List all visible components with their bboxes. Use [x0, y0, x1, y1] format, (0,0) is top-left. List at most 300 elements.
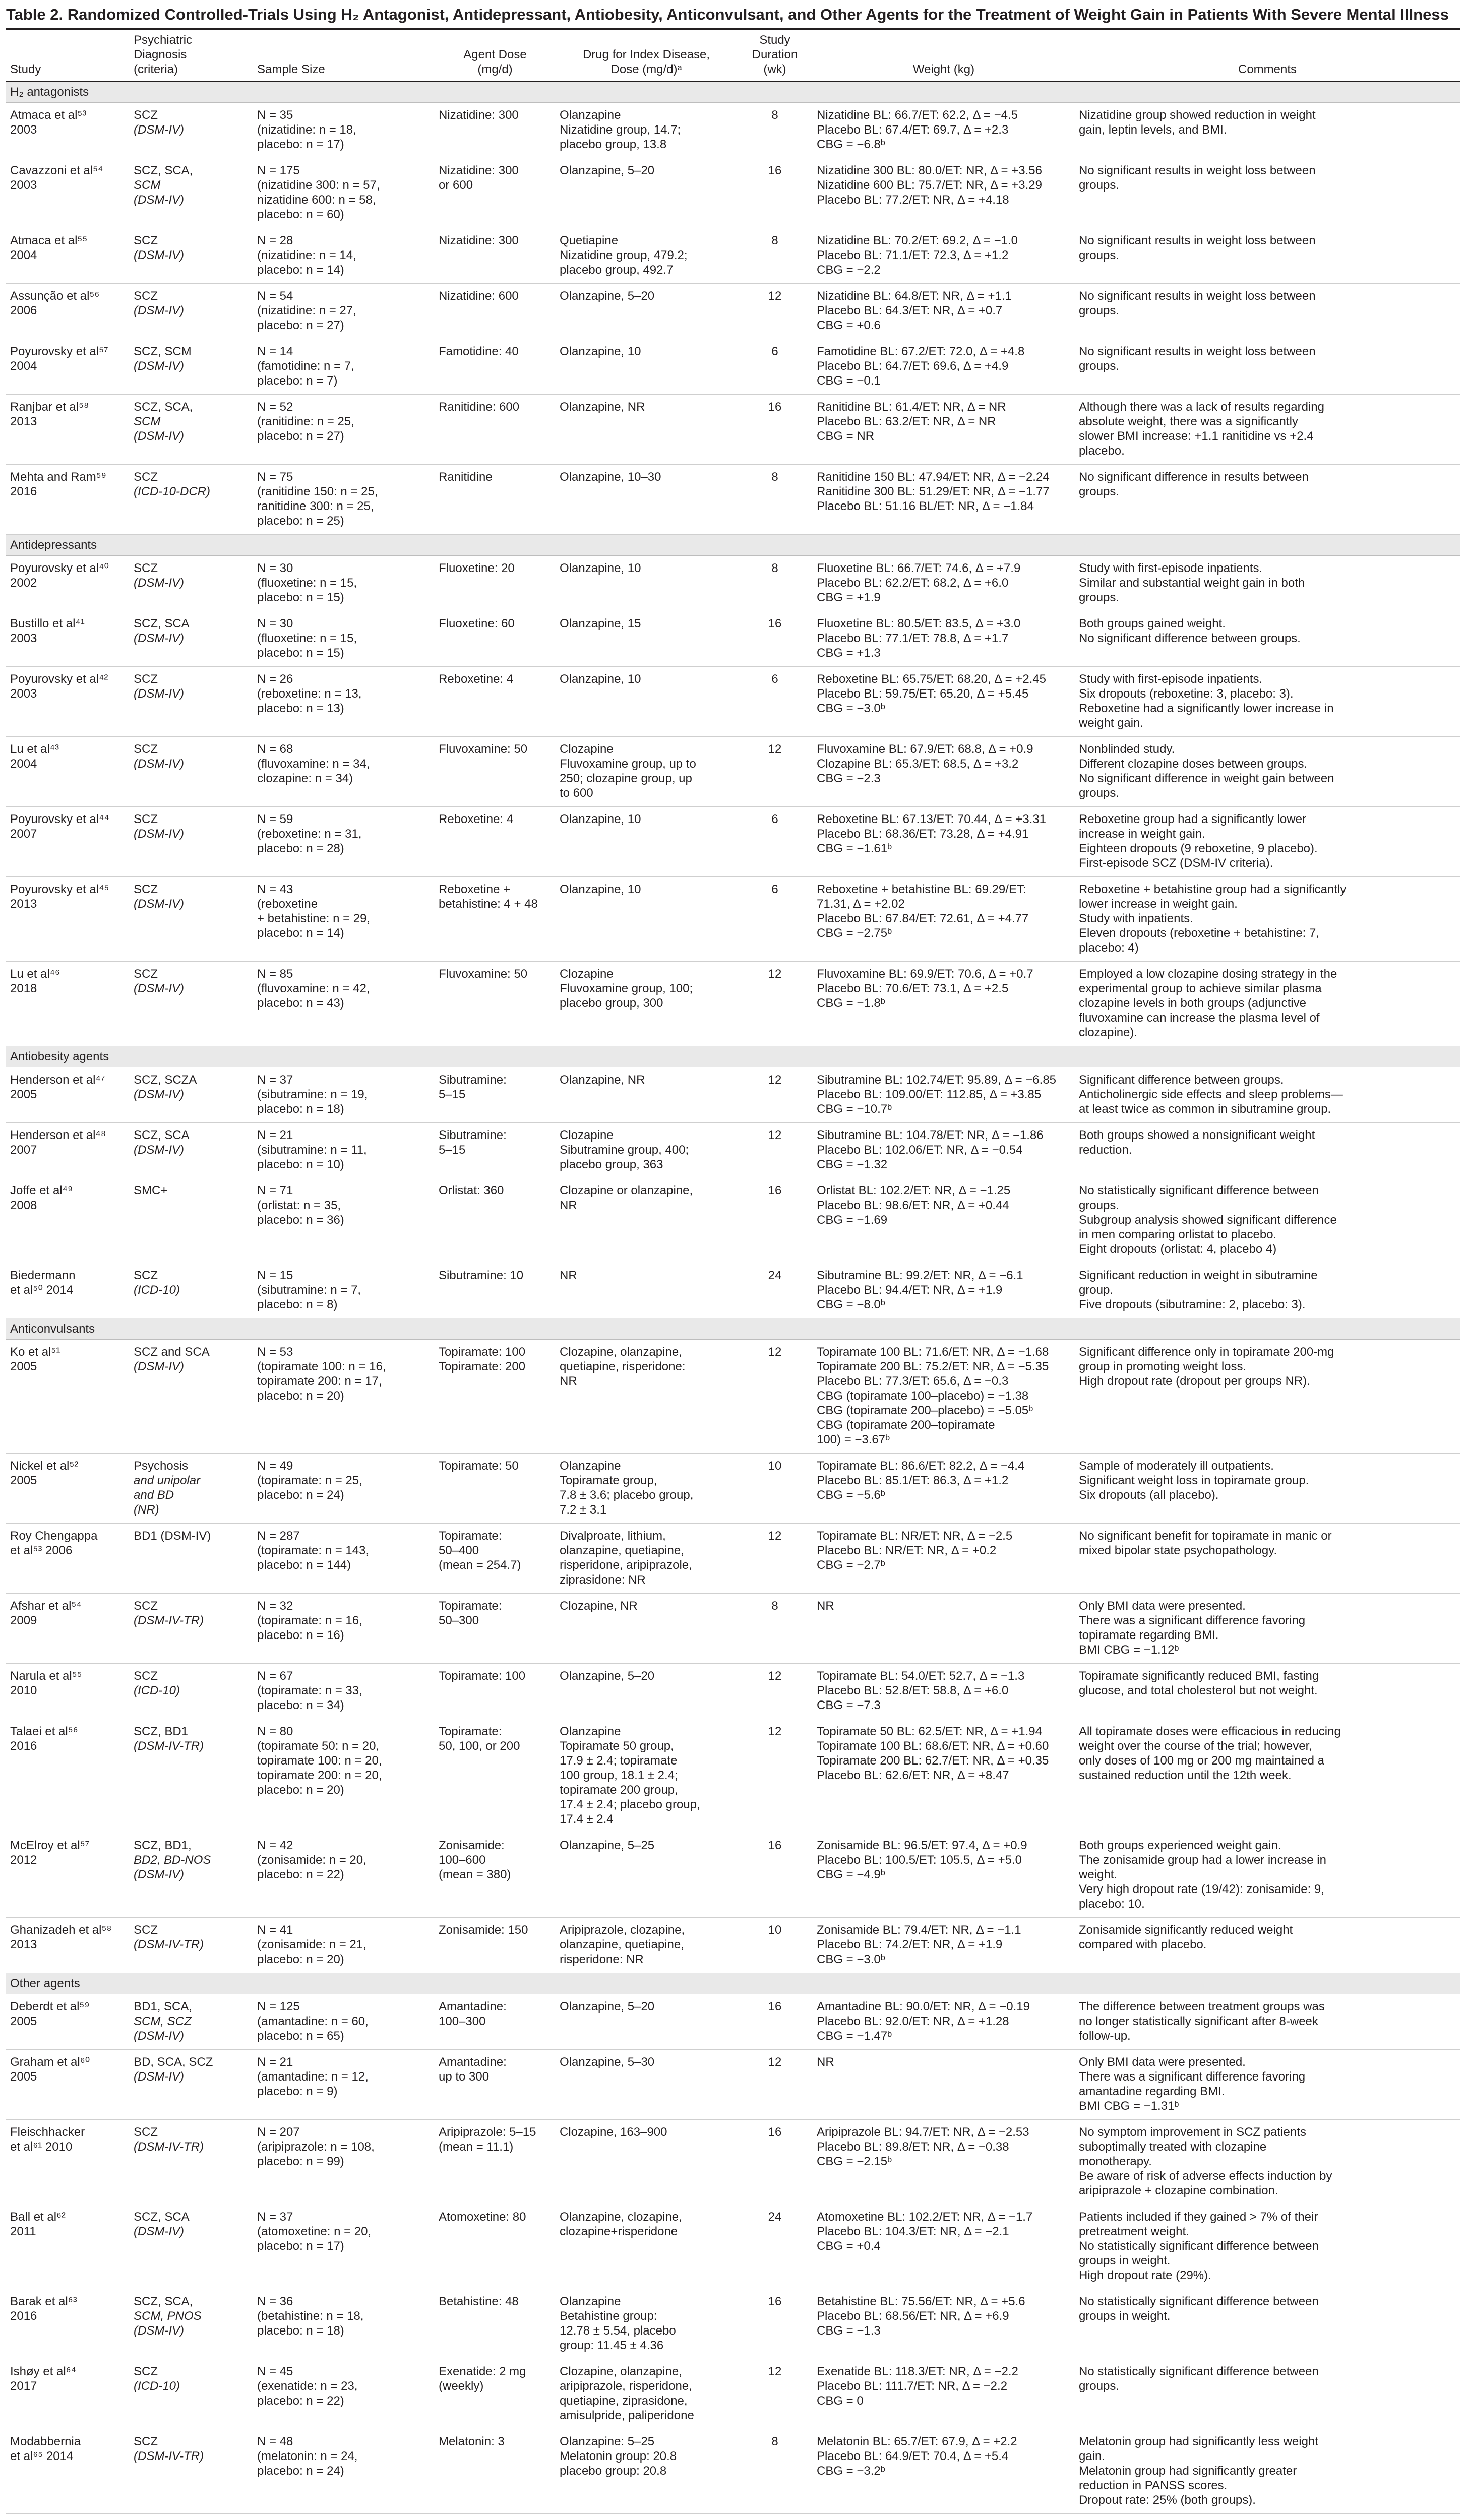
study-cell [6, 1719, 130, 1833]
header-sample-size: Sample Size [253, 30, 435, 81]
agent-dose-cell-line: Sibutramine: 10 [439, 1269, 524, 1282]
index-drug-cell [556, 2050, 737, 2120]
weight-cell-line: Nizatidine BL: 66.7/ET: 62.2, Δ = −4.5 [817, 108, 1018, 122]
study-cell [6, 1524, 130, 1594]
diagnosis-cell-line: (DSM-IV) [134, 2029, 184, 2043]
table-row [6, 395, 1460, 465]
trials-table [6, 30, 1460, 2520]
sample-size-cell-line: (fluoxetine: n = 15, [257, 576, 357, 590]
weight-cell-line: CBG = −4.9ᵇ [817, 1868, 885, 1881]
diagnosis-cell [130, 1918, 253, 1973]
index-drug-cell [556, 1524, 737, 1594]
agent-dose-cell-line: 50–400 [439, 1544, 479, 1557]
index-drug-cell-line: olanzapine, quetiapine, [560, 1938, 684, 1951]
weight-cell-line: Placebo BL: 67.84/ET: 72.61, Δ = +4.77 [817, 912, 1029, 925]
sample-size-cell-line: (melatonin: n = 24, [257, 2449, 358, 2463]
weight-cell-line: CBG = +1.9 [817, 591, 881, 604]
weight-cell-line: CBG = −1.61ᵇ [817, 842, 892, 855]
study-cell [6, 2050, 130, 2120]
diagnosis-cell-line: SCZ [134, 108, 158, 122]
sample-size-cell-line: placebo: n = 25) [257, 514, 344, 528]
sample-size-cell-line: placebo: n = 10) [257, 1158, 344, 1171]
comments-cell [1075, 1918, 1460, 1973]
sample-size-cell-line: N = 48 [257, 2435, 293, 2448]
study-cell-line: Poyurovsky et al⁴⁴ [10, 812, 109, 826]
index-drug-cell [556, 1664, 737, 1719]
header-agent-dose: Agent Dose (mg/d) [435, 30, 556, 81]
study-cell-line: Atmaca et al⁵⁵ [10, 234, 88, 247]
sample-size-cell-line: placebo: n = 24) [257, 2464, 344, 2478]
sample-size-cell-line: placebo: n = 60) [257, 208, 344, 221]
agent-dose-cell [435, 1524, 556, 1594]
sample-size-cell [253, 2050, 435, 2120]
weight-cell [813, 1340, 1075, 1454]
weight-cell-line: CBG = −3.0ᵇ [817, 1952, 885, 1966]
weight-cell-line: Placebo BL: 77.2/ET: NR, Δ = +4.18 [817, 193, 1009, 207]
index-drug-cell-line: aripiprazole, risperidone, [560, 2379, 692, 2393]
diagnosis-cell-line: BD2, BD-NOS [134, 1853, 211, 1867]
table-row [6, 1178, 1460, 1263]
sample-size-cell [253, 1263, 435, 1318]
agent-dose-cell [435, 228, 556, 284]
comments-cell-line: weight over the course of the trial; however, [1079, 1739, 1312, 1753]
study-cell-line: 2013 [10, 415, 37, 428]
comments-cell-line: Eleven dropouts (reboxetine + betahistine: 7, [1079, 926, 1319, 940]
diagnosis-cell [130, 158, 253, 228]
index-drug-cell-line: 17.9 ± 2.4; topiramate [560, 1754, 678, 1768]
sample-size-cell-line: N = 21 [257, 2055, 293, 2069]
comments-cell-line: No statistically significant difference between [1079, 1184, 1319, 1198]
study-cell [6, 2120, 130, 2204]
sample-size-cell-line: N = 36 [257, 2295, 293, 2308]
index-drug-cell-line: placebo group, 363 [560, 1158, 663, 1171]
weight-cell [813, 1263, 1075, 1318]
sample-size-cell-line: N = 287 [257, 1529, 300, 1543]
sample-size-cell-line: (amantadine: n = 60, [257, 2014, 369, 2028]
header-index-drug: Drug for Index Disease, Dose (mg/d)ᵃ [556, 30, 737, 81]
duration-cell: 12 [737, 2050, 813, 2120]
table-row [6, 1340, 1460, 1454]
comments-cell-line: No significant difference in weight gain between [1079, 772, 1334, 785]
comments-cell-line: No significant benefit for topiramate in manic or [1079, 1529, 1332, 1543]
comments-cell [1075, 1454, 1460, 1524]
study-cell [6, 1918, 130, 1973]
index-drug-cell-line: 250; clozapine group, up [560, 772, 692, 785]
weight-cell [813, 1664, 1075, 1719]
diagnosis-cell-line: (DSM-IV) [134, 687, 184, 701]
comments-cell-line: aripiprazole + clozapine combination. [1079, 2184, 1278, 2197]
sample-size-cell-line: N = 85 [257, 967, 293, 981]
table-row [6, 2204, 1460, 2289]
weight-cell-line: Placebo BL: 64.9/ET: 70.4, Δ = +5.4 [817, 2449, 1009, 2463]
sample-size-cell [253, 667, 435, 737]
diagnosis-cell-line: SCZ [134, 1599, 158, 1613]
sample-size-cell [253, 1918, 435, 1973]
diagnosis-cell [130, 2429, 253, 2514]
diagnosis-cell [130, 2359, 253, 2429]
study-cell [6, 807, 130, 877]
sample-size-cell-line: placebo: n = 15) [257, 591, 344, 604]
index-drug-cell-line: Fluvoxamine group, 100; [560, 982, 693, 995]
comments-cell [1075, 2514, 1460, 2520]
comments-cell-line: reduction in PANSS scores. [1079, 2479, 1228, 2492]
agent-dose-cell-line: Aripiprazole: 5–15 [439, 2125, 536, 2139]
sample-size-cell-line: N = 52 [257, 400, 293, 414]
study-cell [6, 1664, 130, 1719]
index-drug-cell-line: Quetiapine [560, 234, 619, 247]
sample-size-cell-line: (amantadine: n = 12, [257, 2070, 369, 2084]
comments-cell-line: at least twice as common in sibutramine group. [1079, 1102, 1331, 1116]
comments-cell [1075, 339, 1460, 395]
study-cell [6, 158, 130, 228]
comments-cell-line: group in promoting weight loss. [1079, 1360, 1247, 1373]
sample-size-cell-line: N = 49 [257, 1459, 293, 1473]
table-row [6, 2514, 1460, 2520]
agent-dose-cell [435, 2359, 556, 2429]
comments-cell-line: High dropout rate (29%). [1079, 2269, 1211, 2282]
comments-cell-line: Five dropouts (sibutramine: 2, placebo: 3). [1079, 1298, 1306, 1311]
comments-cell-line: Study with first-episode inpatients. [1079, 561, 1263, 575]
comments-cell-line: Only BMI data were presented. [1079, 2055, 1246, 2069]
sample-size-cell-line: ranitidine 300: n = 25, [257, 499, 374, 513]
sample-size-cell-line: N = 54 [257, 289, 293, 303]
sample-size-cell-line: (exenatide: n = 23, [257, 2379, 358, 2393]
diagnosis-cell [130, 962, 253, 1046]
study-cell [6, 1067, 130, 1123]
weight-cell-line: Placebo BL: NR/ET: NR, Δ = +0.2 [817, 1544, 997, 1557]
weight-cell-line: Fluvoxamine BL: 69.9/ET: 70.6, Δ = +0.7 [817, 967, 1033, 981]
diagnosis-cell-line: SCZ, SCZA [134, 1073, 197, 1087]
sample-size-cell-line: N = 175 [257, 164, 300, 177]
sample-size-cell-line: N = 67 [257, 1669, 293, 1683]
weight-cell-line: Placebo BL: 51.16 BL/ET: NR, Δ = −1.84 [817, 499, 1034, 513]
diagnosis-cell [130, 1178, 253, 1263]
comments-cell-line: Sample of moderately ill outpatients. [1079, 1459, 1274, 1473]
sample-size-cell [253, 807, 435, 877]
index-drug-cell-line: Olanzapine, 5–25 [560, 1839, 655, 1852]
sample-size-cell [253, 103, 435, 158]
weight-cell-line: Placebo BL: 100.5/ET: 105.5, Δ = +5.0 [817, 1853, 1022, 1867]
diagnosis-cell-line: (DSM-IV-TR) [134, 1614, 204, 1627]
diagnosis-cell-line: SCZ [134, 2365, 158, 2378]
table-row [6, 2050, 1460, 2120]
table-row [6, 228, 1460, 284]
weight-cell-line: Placebo BL: 102.06/ET: NR, Δ = −0.54 [817, 1143, 1023, 1157]
sample-size-cell-line: N = 41 [257, 1923, 293, 1937]
comments-cell-line: Patients included if they gained > 7% of their [1079, 2210, 1318, 2224]
study-cell-line: 2005 [10, 2014, 37, 2028]
index-drug-cell [556, 2289, 737, 2359]
comments-cell-line: All topiramate doses were efficacious in reducing [1079, 1725, 1341, 1738]
comments-cell-line: weight gain. [1079, 716, 1144, 730]
table-row [6, 877, 1460, 962]
table-row [6, 1067, 1460, 1123]
duration-cell: 12 [737, 1123, 813, 1178]
weight-cell-line: Topiramate BL: 86.6/ET: 82.2, Δ = −4.4 [817, 1459, 1025, 1473]
diagnosis-cell [130, 465, 253, 535]
diagnosis-cell-line: (DSM-IV-TR) [134, 2140, 204, 2154]
comments-cell [1075, 103, 1460, 158]
index-drug-cell [556, 1719, 737, 1833]
agent-dose-cell [435, 1454, 556, 1524]
index-drug-cell [556, 1833, 737, 1918]
diagnosis-cell-line: (DSM-IV) [134, 827, 184, 841]
index-drug-cell-line: Fluvoxamine group, up to [560, 757, 696, 771]
index-drug-cell-line: Olanzapine, clozapine, [560, 2210, 682, 2224]
comments-cell-line: Significant difference only in topiramate 200-mg [1079, 1345, 1334, 1359]
comments-cell-line: experimental group to achieve similar plasma [1079, 982, 1322, 995]
agent-dose-cell-line: Nizatidine: 300 [439, 164, 519, 177]
comments-cell-line: groups. [1079, 359, 1120, 373]
index-drug-cell-line: placebo group, 300 [560, 996, 663, 1010]
table-row [6, 284, 1460, 339]
agent-dose-cell-line: (mean = 254.7) [439, 1558, 521, 1572]
sample-size-cell-line: N = 53 [257, 1345, 293, 1359]
index-drug-cell-line: Clozapine [560, 967, 614, 981]
weight-cell-line: Topiramate BL: 54.0/ET: 52.7, Δ = −1.3 [817, 1669, 1025, 1683]
comments-cell-line: Significant weight loss in topiramate group. [1079, 1474, 1309, 1487]
study-cell [6, 339, 130, 395]
agent-dose-cell-line: Fluoxetine: 20 [439, 561, 515, 575]
study-cell-line: 2007 [10, 1143, 37, 1157]
weight-cell [813, 1918, 1075, 1973]
comments-cell-line: placebo. [1079, 444, 1125, 458]
weight-cell-line: Placebo BL: 52.8/ET: 58.8, Δ = +6.0 [817, 1684, 1009, 1697]
sample-size-cell [253, 1719, 435, 1833]
header-weight: Weight (kg) [813, 30, 1075, 81]
study-cell [6, 877, 130, 962]
index-drug-cell [556, 1454, 737, 1524]
sample-size-cell-line: N = 14 [257, 345, 293, 358]
agent-dose-cell-line: Fluvoxamine: 50 [439, 742, 528, 756]
table-row [6, 556, 1460, 611]
index-drug-cell [556, 103, 737, 158]
comments-cell-line: only doses of 100 mg or 200 mg maintained a [1079, 1754, 1324, 1768]
diagnosis-cell-line: (DSM-IV) [134, 632, 184, 645]
comments-cell-line: pretreatment weight. [1079, 2225, 1189, 2238]
index-drug-cell-line: NR [560, 1199, 577, 1212]
sample-size-cell [253, 1340, 435, 1454]
index-drug-cell-line: placebo group, 13.8 [560, 138, 667, 151]
comments-cell [1075, 2050, 1460, 2120]
diagnosis-cell-line: SCZ [134, 742, 158, 756]
study-cell [6, 284, 130, 339]
comments-cell [1075, 1664, 1460, 1719]
weight-cell-line: CBG = −2.15ᵇ [817, 2155, 892, 2168]
comments-cell-line: group. [1079, 1283, 1114, 1297]
sample-size-cell-line: (sibutramine: n = 7, [257, 1283, 361, 1297]
weight-cell-line: CBG = +1.3 [817, 646, 881, 660]
comments-cell-line: Similar and substantial weight gain in both [1079, 576, 1305, 590]
table-row [6, 1994, 1460, 2050]
weight-cell [813, 667, 1075, 737]
table-row [6, 1594, 1460, 1664]
comments-cell-line: placebo: 4) [1079, 941, 1139, 955]
study-cell-line: Poyurovsky et al⁵⁷ [10, 345, 108, 358]
comments-cell-line: compared with placebo. [1079, 1938, 1207, 1951]
comments-cell-line: fluvoxamine can increase the plasma level of [1079, 1011, 1320, 1025]
comments-cell-line: Both groups experienced weight gain. [1079, 1839, 1281, 1852]
comments-cell [1075, 1123, 1460, 1178]
sample-size-cell-line: (reboxetine [257, 897, 318, 911]
weight-cell [813, 611, 1075, 667]
duration-cell: 12 [737, 1340, 813, 1454]
diagnosis-cell [130, 556, 253, 611]
duration-cell: 8 [737, 465, 813, 535]
table-row [6, 807, 1460, 877]
diagnosis-cell [130, 103, 253, 158]
diagnosis-cell [130, 1263, 253, 1318]
weight-cell-line: Topiramate 50 BL: 62.5/ET: NR, Δ = +1.94 [817, 1725, 1042, 1738]
agent-dose-cell [435, 1833, 556, 1918]
index-drug-cell [556, 737, 737, 807]
table-row [6, 103, 1460, 158]
sample-size-cell [253, 395, 435, 465]
diagnosis-cell-line: SCZ, SCA [134, 1128, 190, 1142]
weight-cell-line: Placebo BL: 68.56/ET: NR, Δ = +6.9 [817, 2309, 1009, 2323]
weight-cell-line: Zonisamide BL: 79.4/ET: NR, Δ = −1.1 [817, 1923, 1021, 1937]
duration-cell: 16 [737, 611, 813, 667]
index-drug-cell-line: ziprasidone: NR [560, 1573, 646, 1587]
comments-cell-line: No statistically significant difference between [1079, 2295, 1319, 2308]
comments-cell-line: Only BMI data were presented. [1079, 1599, 1246, 1613]
sample-size-cell-line: (topiramate 100: n = 16, [257, 1360, 386, 1373]
study-cell-line: 2004 [10, 757, 37, 771]
study-cell-line: 2003 [10, 632, 37, 645]
sample-size-cell-line: placebo: n = 8) [257, 1298, 338, 1311]
weight-cell-line: Betahistine BL: 75.56/ET: NR, Δ = +5.6 [817, 2295, 1025, 2308]
sample-size-cell-line: placebo: n = 27) [257, 319, 344, 332]
study-cell [6, 1263, 130, 1318]
sample-size-cell-line: placebo: n = 17) [257, 2239, 344, 2253]
study-cell [6, 1833, 130, 1918]
index-drug-cell [556, 611, 737, 667]
sample-size-cell-line: topiramate 200: n = 20, [257, 1769, 382, 1782]
study-cell-line: Bustillo et al⁴¹ [10, 617, 85, 631]
index-drug-cell [556, 2514, 737, 2520]
comments-cell-line: Melatonin group had significantly greater [1079, 2464, 1297, 2478]
comments-cell-line: No significant results in weight loss between [1079, 345, 1316, 358]
study-cell-line: Joffe et al⁴⁹ [10, 1184, 73, 1198]
index-drug-cell-line: amisulpride, paliperidone [560, 2409, 694, 2422]
weight-cell-line: Ranitidine BL: 61.4/ET: NR, Δ = NR [817, 400, 1006, 414]
comments-cell-line: Different clozapine doses between groups. [1079, 757, 1308, 771]
comments-cell-line: clozapine). [1079, 1026, 1138, 1039]
study-cell-line: 2011 [10, 2225, 36, 2238]
study-cell [6, 465, 130, 535]
agent-dose-cell-line: 100–600 [439, 1853, 486, 1867]
diagnosis-cell-line: SCZ, BD1, [134, 1839, 192, 1852]
index-drug-cell-line: Clozapine, olanzapine, [560, 1345, 682, 1359]
index-drug-cell-line: Olanzapine: 5–25 [560, 2435, 655, 2448]
weight-cell-line: Sibutramine BL: 104.78/ET: NR, Δ = −1.86 [817, 1128, 1044, 1142]
agent-dose-cell [435, 2429, 556, 2514]
table-row [6, 1833, 1460, 1918]
agent-dose-cell-line: (weekly) [439, 2379, 484, 2393]
weight-cell [813, 877, 1075, 962]
weight-cell [813, 228, 1075, 284]
comments-cell [1075, 158, 1460, 228]
sample-size-cell [253, 1594, 435, 1664]
study-cell-line: Ghanizadeh et al⁵⁸ [10, 1923, 112, 1937]
agent-dose-cell-line: betahistine: 4 + 48 [439, 897, 538, 911]
agent-dose-cell [435, 395, 556, 465]
study-cell-line: Modabbernia [10, 2435, 81, 2448]
study-cell [6, 2359, 130, 2429]
sample-size-cell [253, 1833, 435, 1918]
index-drug-cell-line: Olanzapine, 5–20 [560, 164, 655, 177]
index-drug-cell-line: quetiapine, risperidone: [560, 1360, 686, 1373]
comments-cell [1075, 1833, 1460, 1918]
agent-dose-cell-line: Topiramate: [439, 1599, 502, 1613]
weight-cell-line: Sibutramine BL: 99.2/ET: NR, Δ = −6.1 [817, 1269, 1023, 1282]
study-cell [6, 1178, 130, 1263]
agent-dose-cell [435, 667, 556, 737]
sample-size-cell-line: (nizatidine: n = 18, [257, 123, 356, 137]
weight-cell-line: Melatonin BL: 65.7/ET: 67.9, Δ = +2.2 [817, 2435, 1017, 2448]
study-cell-line: Ishøy et al⁶⁴ [10, 2365, 76, 2378]
weight-cell-line: Placebo BL: 92.0/ET: NR, Δ = +1.28 [817, 2014, 1009, 2028]
agent-dose-cell-line: (mean = 11.1) [439, 2140, 514, 2154]
diagnosis-cell [130, 2289, 253, 2359]
sample-size-cell-line: placebo: n = 13) [257, 702, 344, 715]
comments-cell [1075, 395, 1460, 465]
duration-cell: 8 [737, 1594, 813, 1664]
diagnosis-cell-line: (DSM-IV) [134, 304, 184, 318]
duration-cell: 12 [737, 1664, 813, 1719]
diagnosis-cell-line: (NR) [134, 1503, 159, 1517]
index-drug-cell-line: risperidone, aripiprazole, [560, 1558, 692, 1572]
sample-size-cell-line: (topiramate: n = 143, [257, 1544, 370, 1557]
sample-size-cell-line: N = 26 [257, 672, 293, 686]
weight-cell [813, 2359, 1075, 2429]
diagnosis-cell-line: SCM, PNOS [134, 2309, 202, 2323]
sample-size-cell-line: (topiramate: n = 16, [257, 1614, 362, 1627]
weight-cell-line: CBG (topiramate 200–topiramate [817, 1418, 995, 1432]
comments-cell-line: groups in weight. [1079, 2254, 1171, 2267]
diagnosis-cell-line: (DSM-IV) [134, 1143, 184, 1157]
study-cell [6, 556, 130, 611]
weight-cell [813, 1594, 1075, 1664]
sample-size-cell-line: N = 37 [257, 1073, 293, 1087]
comments-cell-line: in men comparing orlistat to placebo. [1079, 1228, 1277, 1241]
diagnosis-cell [130, 1719, 253, 1833]
comments-cell-line: groups. [1079, 2379, 1120, 2393]
weight-cell-line: Amantadine BL: 90.0/ET: NR, Δ = −0.19 [817, 2000, 1030, 2013]
sample-size-cell [253, 556, 435, 611]
diagnosis-cell-line: (DSM-IV) [134, 359, 184, 373]
diagnosis-cell [130, 2204, 253, 2289]
comments-cell-line: Eight dropouts (orlistat: 4, placebo 4) [1079, 1242, 1277, 1256]
comments-cell-line: The difference between treatment groups was [1079, 2000, 1325, 2013]
diagnosis-cell-line: (DSM-IV) [134, 1868, 184, 1881]
sample-size-cell-line: + betahistine: n = 29, [257, 912, 371, 925]
diagnosis-cell-line: BD1 (DSM-IV) [134, 1529, 211, 1543]
sample-size-cell-line: (sibutramine: n = 11, [257, 1143, 367, 1157]
diagnosis-cell-line: SCZ [134, 561, 158, 575]
weight-cell [813, 807, 1075, 877]
sample-size-cell-line: placebo: n = 24) [257, 1488, 344, 1502]
agent-dose-cell-line: Topiramate: [439, 1529, 502, 1543]
comments-cell-line: No statistically significant difference between [1079, 2365, 1319, 2378]
agent-dose-cell-line: up to 300 [439, 2070, 490, 2084]
table-row [6, 1918, 1460, 1973]
sample-size-cell-line: placebo: n = 22) [257, 1868, 344, 1881]
weight-cell-line: Nizatidine BL: 64.8/ET: NR, Δ = +1.1 [817, 289, 1012, 303]
section-label: Other agents [6, 1973, 1460, 1994]
section-header-row [6, 1318, 1460, 1340]
study-cell-line: 2010 [10, 1684, 37, 1697]
